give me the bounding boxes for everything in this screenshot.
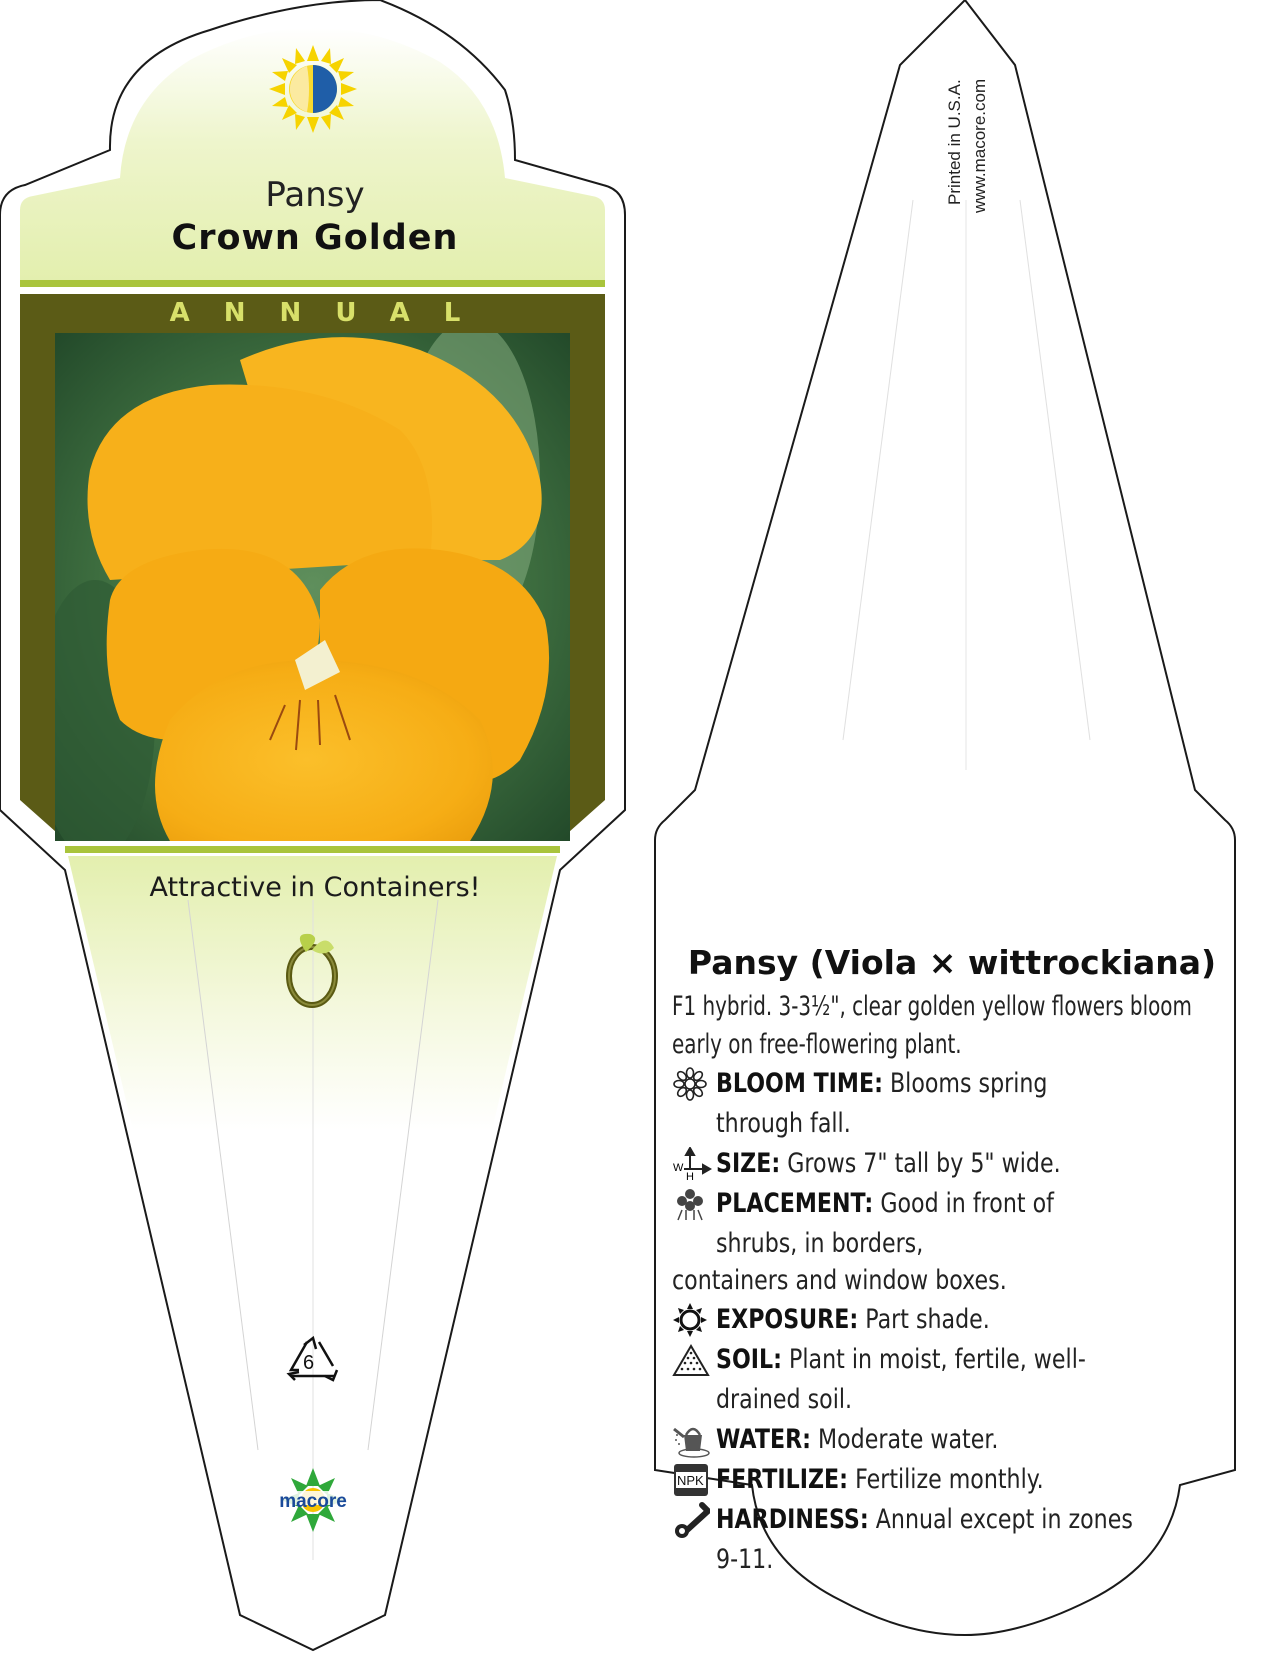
soil-icon (672, 1340, 716, 1380)
sun-part-shade-icon (269, 45, 357, 133)
brand-name: macore (279, 1491, 347, 1512)
attribute-row: HARDINESS: Annual except in zones 9-11. (672, 1500, 1232, 1580)
tagline: Attractive in Containers! (149, 872, 481, 903)
size-icon (672, 1144, 716, 1184)
sun-icon (672, 1300, 716, 1340)
botanical-heading: Pansy (Viola × wittrockiana) (687, 943, 1217, 982)
placement-continuation: containers and window boxes. (672, 1265, 1007, 1296)
attribute-row: NPK FERTILIZE: Fertilize monthly. (672, 1460, 1232, 1500)
attribute-row: WATER: Moderate water. (672, 1420, 1232, 1460)
plant-description: F1 hybrid. 3-3½", clear golden yellow flowers bloom early on free-flowering plant. (672, 991, 1192, 1060)
flower-icon (672, 1064, 716, 1104)
svg-text:W: W (673, 1162, 684, 1174)
svg-text:H: H (686, 1171, 694, 1181)
thermometer-icon (672, 1500, 716, 1540)
placement-icon (672, 1184, 716, 1224)
svg-text:NPK: NPK (677, 1473, 704, 1488)
variety-name: Crown Golden (171, 218, 459, 258)
npk-icon (672, 1460, 716, 1500)
pansy-photo (35, 320, 570, 860)
attribute-row: PLACEMENT: Good in front of shrubs, in borders, (672, 1184, 1232, 1264)
attribute-row: EXPOSURE: Part shade. (672, 1300, 1232, 1340)
category-label: ANNUAL (169, 298, 495, 328)
attribute-row: BLOOM TIME: Blooms spring through fall. (672, 1064, 1232, 1144)
watering-can-icon (672, 1420, 716, 1460)
plant-info-panel (672, 943, 1232, 1580)
attribute-row: SOIL: Plant in moist, fertile, well-drained soil. (672, 1340, 1232, 1420)
recycle-code: 6 (303, 1352, 315, 1374)
common-name: Pansy (265, 175, 365, 215)
attribute-row: W H SIZE: Grows 7" tall by 5" wide. (672, 1144, 1232, 1184)
